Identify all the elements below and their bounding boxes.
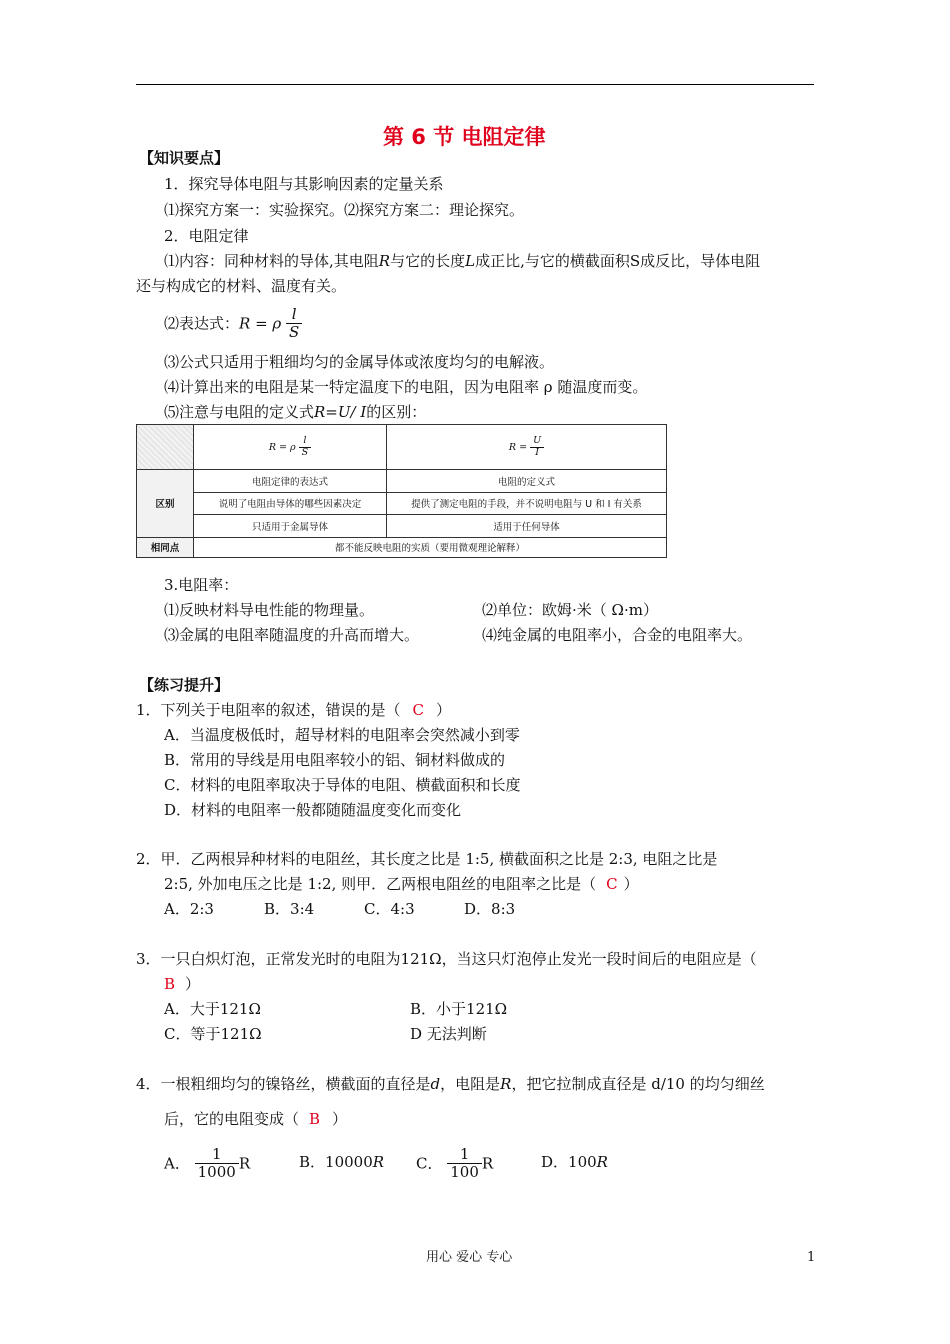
- q2-close: ）: [623, 875, 639, 893]
- q2-option-b: B．3:4: [264, 900, 315, 918]
- q3-option-b: B．小于121Ω: [410, 1000, 508, 1018]
- q3-stem: 3．一只白炽灯泡，正常发光时的电阻为121Ω，当这只灯泡停止发光一段时间后的电阻应是（: [136, 950, 757, 968]
- k3-item1: ⑴反映材料导电性能的物理量。: [164, 601, 375, 619]
- table-cell: 只适用于金属导体: [194, 515, 387, 538]
- table-cell: 提供了测定电阻的手段，并不说明电阻与 U 和 I 有关系: [387, 492, 667, 515]
- table-diff-label: 区别: [137, 470, 194, 538]
- q1-close: ）: [436, 701, 452, 719]
- q4-answer: B: [309, 1110, 321, 1128]
- q4-stem-text: 后，它的电阻变成（: [164, 1110, 300, 1128]
- k2-item5: [164, 405, 426, 420]
- page-title: 第 6 节 电阻定律: [383, 125, 546, 149]
- k2-expr-num: l: [286, 306, 302, 324]
- k2-item5-a: ⑸注意与电阻的定义式: [164, 403, 315, 421]
- q3-option-d: D 无法判断: [410, 1025, 487, 1043]
- table-same-cell: 都不能反映电阻的实质（要用微观理论解释）: [194, 537, 667, 558]
- q4-opt-b-r: R: [372, 1153, 385, 1171]
- table-cell: 说明了电阻由导体的哪些因素决定: [194, 492, 387, 515]
- q4-stem-line2: [164, 1112, 347, 1127]
- q2-stem-line2: [164, 877, 639, 892]
- table-same-label: 相同点: [137, 537, 194, 558]
- table-col1-formula: [194, 425, 387, 470]
- k2-content-b: 与它的长度: [390, 252, 466, 270]
- q2-stem-text: 2:5, 外加电压之比是 1:2, 则甲．乙两根电阻丝的电阻率之比是（: [164, 875, 597, 893]
- q4-option-a: [164, 1146, 250, 1182]
- q4-opt-c-tail: R: [481, 1154, 494, 1173]
- q1-stem: [136, 703, 451, 718]
- q4-option-b: [299, 1155, 384, 1170]
- table-cell: 电阻的定义式: [387, 470, 667, 493]
- k2-expr-den: S: [289, 323, 300, 342]
- k2-content: [164, 254, 760, 269]
- k2-item4: ⑷计算出来的电阻是某一特定温度下的电阻，因为电阻率 ρ 随温度而变。: [164, 378, 648, 396]
- q2-stem-line1: 2．甲．乙两根异种材料的电阻丝，其长度之比是 1:5, 横截面积之比是 2:3, 电阻之比是: [136, 850, 718, 868]
- page-number: 1: [807, 1250, 816, 1265]
- k2-item3: ⑶公式只适用于粗细均匀的金属导体或浓度均匀的电解液。: [164, 353, 555, 371]
- q4-opt-c-num: 1: [447, 1146, 482, 1164]
- q4-stem-r: R: [500, 1075, 512, 1093]
- k2-content-c: 成正比,与它的横截面积S成反比，导体电阻: [475, 252, 761, 270]
- col2-formula-lhs: R =: [508, 441, 528, 453]
- comparison-table: [136, 424, 667, 558]
- q2-option-c: C．4:3: [364, 900, 415, 918]
- col2-fraction: [530, 436, 544, 459]
- q3-option-a: A．大于121Ω: [164, 1000, 261, 1018]
- k3-item3: ⑶金属的电阻率随温度的升高而增大。: [164, 626, 420, 644]
- col2-num: U: [530, 436, 544, 448]
- k2-expr-lhs: R = ρ: [239, 314, 282, 333]
- k2-item5-b: R=U/ I: [314, 403, 367, 421]
- q4-opt-c-label: C．: [416, 1154, 443, 1173]
- q2-answer: C: [606, 875, 618, 893]
- q2-option-a: A．2:3: [164, 900, 214, 918]
- table-cell: 电阻定律的表达式: [194, 470, 387, 493]
- table-cell: 适用于任何导体: [387, 515, 667, 538]
- q1-option-c: C．材料的电阻率取决于导体的电阻、横截面积和长度: [164, 776, 521, 794]
- table-corner-cell: [137, 425, 194, 470]
- col1-formula-lhs: R = ρ: [268, 441, 296, 453]
- q4-opt-d-text: D．100: [541, 1153, 597, 1171]
- q4-opt-c-den: 100: [450, 1163, 479, 1182]
- q4-opt-a-tail: R: [238, 1154, 251, 1173]
- k1-line: ⑴探究方案一：实验探究。⑵探究方案二：理论探究。: [164, 201, 525, 219]
- k2-content-r: R: [378, 252, 391, 270]
- k2-content-cont: 还与构成它的材料、温度有关。: [136, 277, 347, 295]
- k2-content-l: L: [465, 252, 476, 270]
- col1-den: S: [301, 446, 309, 458]
- q4-stem-d: d: [430, 1075, 441, 1093]
- q1-option-a: A．当温度极低时，超导材料的电阻率会突然减小到零: [164, 726, 520, 744]
- q4-stem-b: ，电阻是: [440, 1075, 501, 1093]
- q4-option-d: [541, 1155, 608, 1170]
- k3-item2: ⑵单位：欧姆·米（ Ω·m）: [482, 601, 658, 619]
- q4-opt-b-text: B．10000: [299, 1153, 373, 1171]
- k2-expression: [164, 306, 302, 342]
- q2-option-d: D．8:3: [464, 900, 516, 918]
- q3-answer: B: [164, 975, 176, 993]
- q4-opt-d-r: R: [596, 1153, 608, 1171]
- q4-opt-a-num: 1: [195, 1146, 239, 1164]
- q4-stem-c: ，把它拉制成直径是 d/10 的均匀细丝: [511, 1075, 765, 1093]
- q3-answer-line: [164, 977, 200, 992]
- k3-item4: ⑷纯金属的电阻率小，合金的电阻率大。: [482, 626, 753, 644]
- page-footer: 用心 爱心 专心: [426, 1250, 513, 1265]
- k1-heading: 1．探究导体电阻与其影响因素的定量关系: [164, 175, 444, 193]
- q4-opt-a-fraction: [195, 1146, 239, 1182]
- k2-content-a: ⑴内容：同种材料的导体,其电阻: [164, 252, 379, 270]
- q4-stem-line1: [136, 1077, 765, 1092]
- section-practice-heading: 【练习提升】: [139, 676, 230, 694]
- k3-heading: 3.电阻率：: [164, 576, 239, 594]
- header-rule: [136, 84, 814, 85]
- q3-close: ）: [185, 975, 201, 993]
- q1-option-b: B．常用的导线是用电阻率较小的铝、铜材料做成的: [164, 751, 506, 769]
- col1-num: l: [299, 436, 312, 448]
- q4-opt-a-den: 1000: [197, 1163, 236, 1182]
- q3-option-c: C．等于121Ω: [164, 1025, 262, 1043]
- k2-expr-label: ⑵表达式：: [164, 314, 240, 333]
- q4-stem-a: 4．一根粗细均匀的镍铬丝，横截面的直径是: [136, 1075, 431, 1093]
- q1-option-d: D．材料的电阻率一般都随随温度变化而变化: [164, 801, 462, 819]
- q4-option-c: [416, 1146, 493, 1182]
- q1-stem-text: 1．下列关于电阻率的叙述，错误的是（: [136, 701, 401, 719]
- section-knowledge-heading: 【知识要点】: [139, 149, 230, 167]
- q4-close: ）: [332, 1110, 348, 1128]
- table-col2-formula: [387, 425, 667, 470]
- k2-expr-fraction: [286, 306, 302, 342]
- q4-opt-a-label: A．: [164, 1154, 190, 1173]
- q4-opt-c-fraction: [447, 1146, 482, 1182]
- k2-heading: 2．电阻定律: [164, 227, 249, 245]
- col1-fraction: [299, 436, 312, 459]
- col2-den: I: [535, 446, 539, 458]
- k2-item5-c: 的区别：: [366, 403, 427, 421]
- q1-answer: C: [412, 701, 425, 719]
